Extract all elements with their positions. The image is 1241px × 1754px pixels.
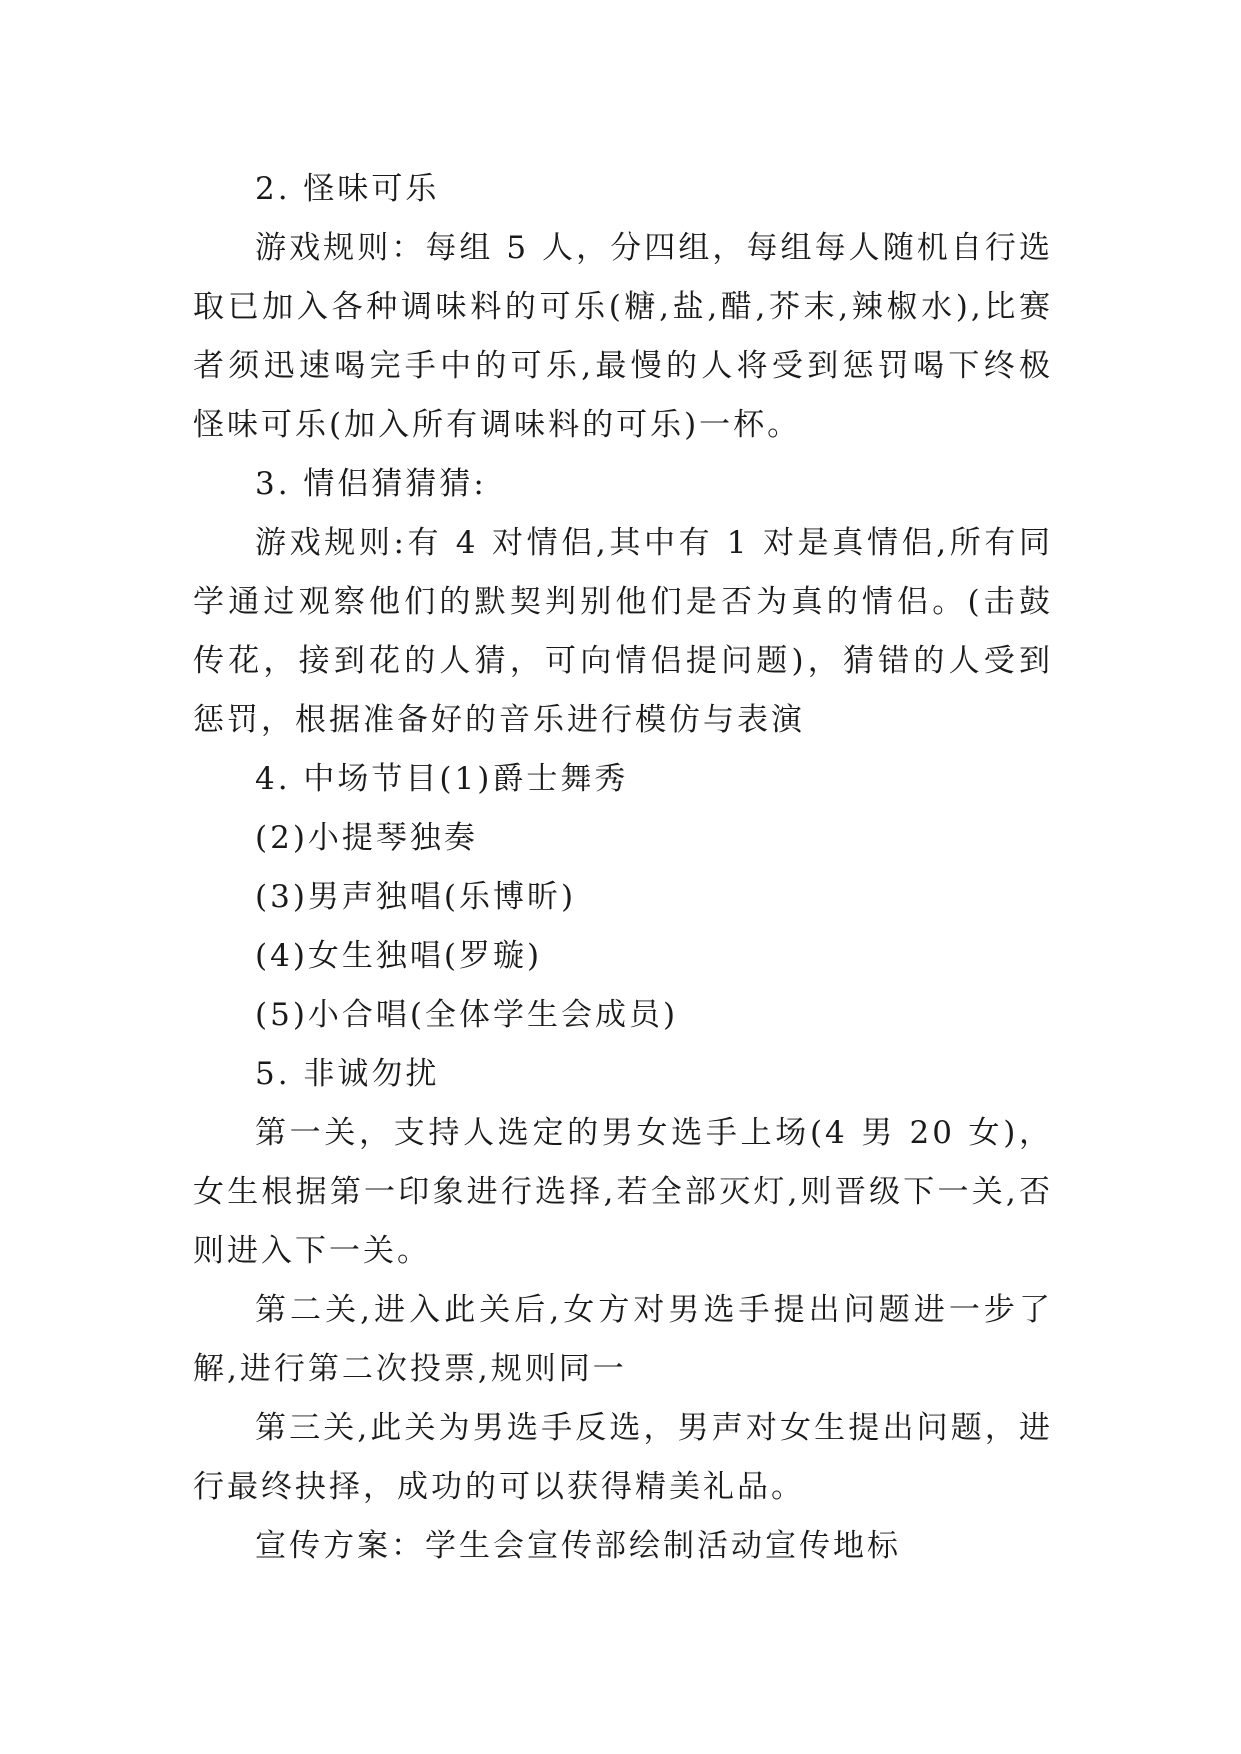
paragraph-round-two: 第二关,进入此关后,女方对男选手提出问题进一步了解,进行第二次投票,规则同一 <box>193 1292 1053 1387</box>
intermission-item-female-solo: (4)女生独唱(罗璇) <box>255 938 543 974</box>
intermission-item-violin: (2)小提琴独奏 <box>255 820 478 856</box>
paragraph-couple-guess-rules: 游戏规则:有 4 对情侣,其中有 1 对是真情侣,所有同学通过观察他们的默契判别他们是否为真的情侣。(击鼓传花，接到花的人猜，可向情侣提问题)，猜错的人受到惩罚，根据准备好的音乐进行模仿与表演 <box>193 525 1053 738</box>
section-heading-weird-cola: 2. 怪味可乐 <box>255 171 440 207</box>
paragraph-promotion-plan: 宣传方案：学生会宣传部绘制活动宣传地标 <box>255 1528 901 1564</box>
section-heading-intermission: 4. 中场节目(1)爵士舞秀 <box>255 761 629 797</box>
section-heading-dating-show: 5. 非诚勿扰 <box>255 1056 440 1092</box>
document-body <box>193 160 1053 1576</box>
intermission-item-male-solo: (3)男声独唱(乐博昕) <box>255 879 577 915</box>
section-heading-couple-guess: 3. 情侣猜猜猜: <box>255 466 487 502</box>
paragraph-round-one: 第一关，支持人选定的男女选手上场(4 男 20 女)，女生根据第一印象进行选择,若全部灭灯,则晋级下一关,否则进入下一关。 <box>193 1115 1053 1269</box>
paragraph-round-three: 第三关,此关为男选手反选，男声对女生提出问题，进行最终抉择，成功的可以获得精美礼品。 <box>193 1410 1053 1505</box>
paragraph-weird-cola-rules: 游戏规则：每组 5 人，分四组，每组每人随机自行选取已加入各种调味料的可乐(糖,盐,醋,芥末,辣椒水),比赛者须迅速喝完手中的可乐,最慢的人将受到惩罚喝下终极怪味可乐(加入所有调味料的可乐)一杯。 <box>193 230 1053 443</box>
intermission-item-chorus: (5)小合唱(全体学生会成员) <box>255 997 679 1033</box>
